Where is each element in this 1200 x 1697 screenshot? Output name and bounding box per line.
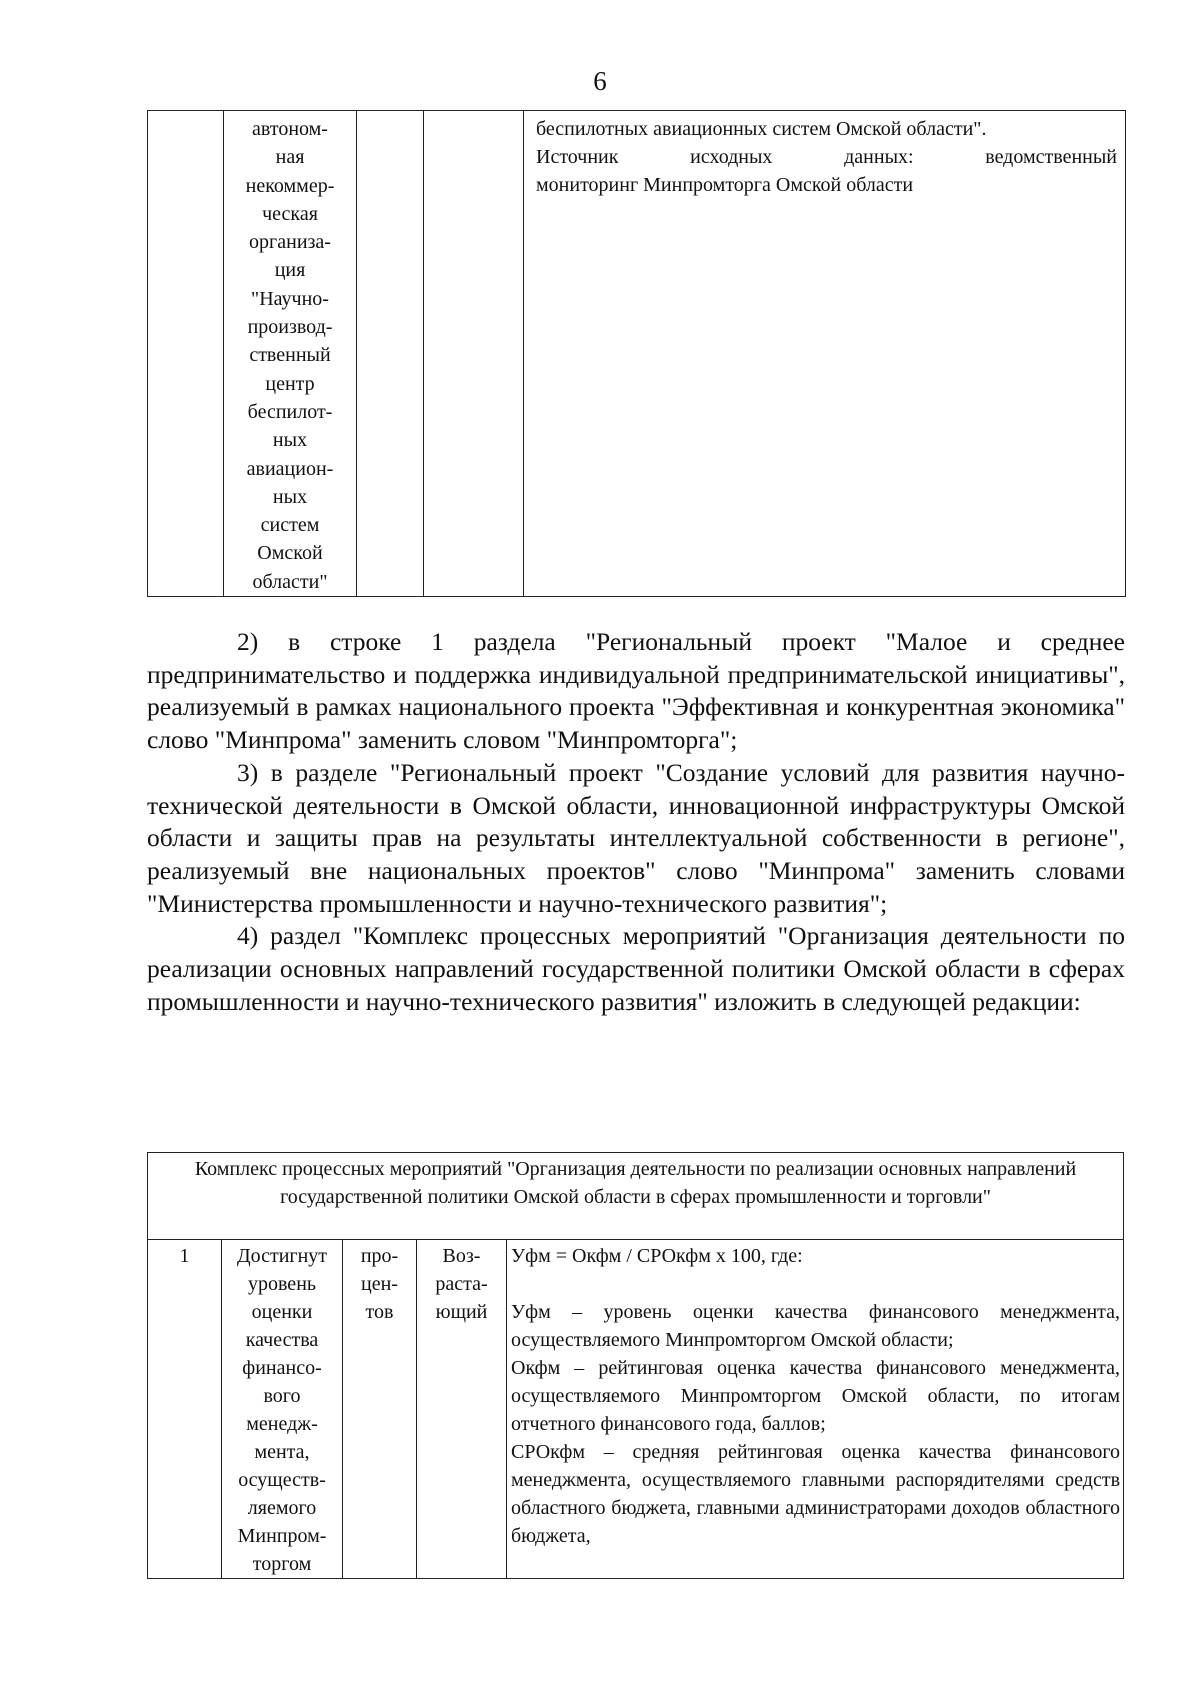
trend-cell bbox=[417, 1240, 507, 1579]
paragraph-2: 2) в строке 1 раздела "Региональный проект "Малое и среднее предпринимательство и поддержка индивидуальной предпринимательской инициативы", реализуемый в рамках национального проекта "Эффективная и конкурентная экономика" слово "Минпрома" заменить словом "Минпромторга"; bbox=[147, 627, 1125, 755]
description-line: беспилотных авиационных систем Омской области". bbox=[536, 118, 987, 140]
paragraph-4: 4) раздел "Комплекс процессных мероприятий "Организация деятельности по реализации основных направлений государственной политики Омской области в сферах промышленности и научно-технического развития" изложить в следующей редакции: bbox=[147, 921, 1125, 1016]
org-line: производ- bbox=[247, 316, 333, 339]
complex-table-header: Комплекс процессных мероприятий "Организация деятельности по реализации основных направлений государственной политики Омской области в сферах промышленности и торговли" bbox=[148, 1153, 1124, 1240]
org-line: ция bbox=[274, 259, 306, 282]
unit-of-measure-cell bbox=[343, 1240, 417, 1579]
unit-cell bbox=[357, 111, 424, 597]
calculation-method-cell bbox=[507, 1240, 1124, 1579]
org-line: систем bbox=[260, 514, 320, 537]
org-line: ных bbox=[272, 429, 308, 452]
trend-cell bbox=[424, 111, 524, 597]
indicator-line: Минпром- bbox=[237, 1525, 327, 1547]
indicator-line: ляемого bbox=[247, 1497, 317, 1519]
description-line: мониторинг Минпромторга Омской области bbox=[536, 174, 914, 196]
indicator-line: Достигнут bbox=[236, 1245, 328, 1267]
trend-line: раста- bbox=[435, 1273, 488, 1295]
indicator-line: вого bbox=[263, 1385, 301, 1407]
amendment-text bbox=[147, 626, 1125, 1018]
indicator-name-cell bbox=[222, 1240, 343, 1579]
org-line: беспилот- bbox=[247, 400, 333, 423]
org-line: ных bbox=[272, 485, 308, 508]
definition-ufm: Уфм – уровень оценки качества финансового менеджмента, осуществляемого Минпромторгом Омской области; bbox=[511, 1301, 1121, 1351]
definition-okfm: Окфм – рейтинговая оценка качества финансового менеджмента, осуществляемого Минпромторгом Омской области, по итогам отчетного финансового года, баллов; bbox=[511, 1357, 1121, 1435]
org-line: автоном- bbox=[252, 118, 328, 140]
indicator-line: оценки bbox=[251, 1301, 313, 1323]
description-line: Источник исходных данных: ведомственный bbox=[536, 146, 1117, 168]
indicator-line: финансо- bbox=[242, 1357, 322, 1379]
org-line: Омской bbox=[257, 542, 323, 565]
indicator-line: мента, bbox=[254, 1441, 310, 1463]
description-cell bbox=[524, 111, 1126, 597]
org-line: ная bbox=[275, 146, 305, 169]
unit-line: тов bbox=[365, 1301, 394, 1323]
org-line: авиацион- bbox=[246, 457, 334, 480]
trend-line: ющий bbox=[435, 1301, 488, 1323]
org-line: области" bbox=[252, 570, 328, 593]
complex-table bbox=[147, 1152, 1124, 1579]
unit-line: про- bbox=[360, 1245, 399, 1267]
row-number: 1 bbox=[148, 1240, 222, 1579]
org-line: центр bbox=[265, 372, 315, 395]
paragraph-3: 3) в разделе "Региональный проект "Создание условий для развития научно-технической деятельности в Омской области, инновационной инфраструктуры Омской области и защиты прав на результаты интеллектуальной собственности в регионе", реализуемый вне национальных проектов" слово "Минпрома" заменить словами "Министерства промышленности и научно-технического развития"; bbox=[147, 757, 1125, 918]
continued-table bbox=[147, 110, 1126, 597]
page-number: 6 bbox=[593, 66, 607, 96]
org-line: организа- bbox=[249, 231, 331, 254]
indicator-line: менедж- bbox=[246, 1413, 318, 1435]
formula: Уфм = Окфм / СРОкфм x 100, где: bbox=[511, 1245, 803, 1267]
org-line: некоммер- bbox=[245, 174, 335, 197]
indicator-line: осуществ- bbox=[238, 1469, 326, 1491]
unit-line: цен- bbox=[361, 1273, 398, 1295]
org-line: ческая bbox=[262, 202, 318, 225]
responsible-organization-cell bbox=[224, 111, 357, 597]
definition-srokfm: СРОкфм – средняя рейтинговая оценка качества финансового менеджмента, осуществляемого главными распорядителями средств областного бюджета, главными администраторами доходов областного бюджета, bbox=[511, 1441, 1121, 1547]
trend-line: Воз- bbox=[442, 1245, 481, 1267]
indicator-line: качества bbox=[245, 1329, 319, 1351]
number-cell bbox=[148, 111, 224, 597]
org-line: "Научно- bbox=[251, 287, 329, 310]
org-line: ственный bbox=[249, 344, 331, 367]
indicator-line: торгом bbox=[252, 1553, 312, 1575]
indicator-line: уровень bbox=[247, 1273, 317, 1295]
